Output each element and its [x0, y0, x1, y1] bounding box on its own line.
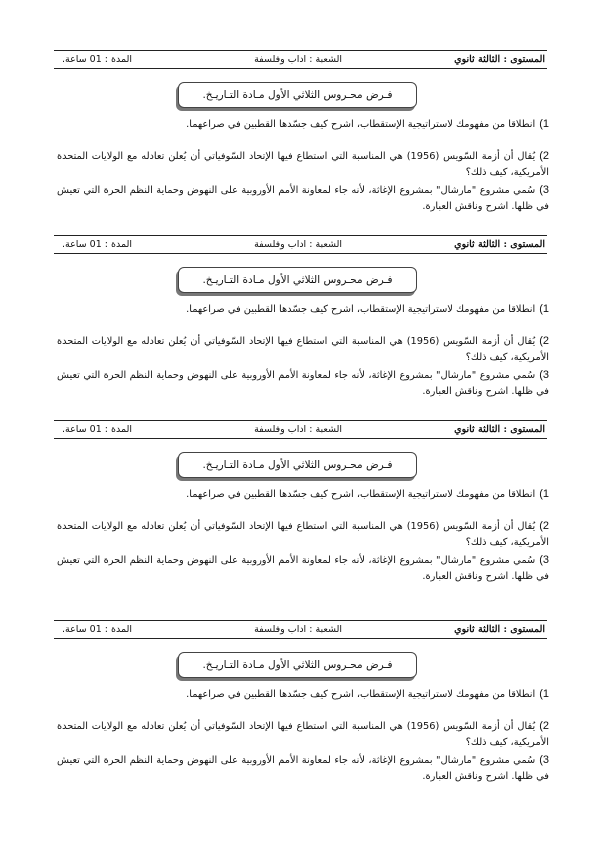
question-3 [57, 367, 549, 400]
header-bottom-rule [54, 68, 547, 69]
question-number: 2) [539, 150, 549, 162]
question-text: يُقال أن أزمة السّويس (1956) هي المناسبة التي استطاع فيها الإتحاد السّوفياتي أن يُعلن تعادله مع الولايات المتحدة الأمريكية، كيف ذلك؟ [57, 721, 549, 748]
question-text: انطلاقا من مفهومك لاستراتيجية الإستقطاب، اشرح كيف جسّدها القطبين في صراعهما. [186, 119, 536, 130]
exam-copy-1 [0, 50, 595, 235]
question-2 [57, 518, 549, 551]
duration-label: المدة : 01 ساعة. [62, 54, 132, 65]
question-text: يُقال أن أزمة السّويس (1956) هي المناسبة التي استطاع فيها الإتحاد السّوفياتي أن يُعلن تعادله مع الولايات المتحدة الأمريكية، كيف ذلك؟ [57, 336, 549, 363]
question-2 [57, 148, 549, 181]
question-number: 1) [539, 488, 549, 500]
question-1 [57, 686, 549, 703]
header-bottom-rule [54, 638, 547, 639]
question-text: انطلاقا من مفهومك لاستراتيجية الإستقطاب، اشرح كيف جسّدها القطبين في صراعهما. [186, 489, 536, 500]
question-number: 3) [539, 754, 549, 766]
question-number: 3) [539, 369, 549, 381]
question-number: 2) [539, 520, 549, 532]
question-number: 1) [539, 303, 549, 315]
branch-label: الشعبة : اداب وفلسفة [254, 424, 342, 435]
exam-title: فـرض محـروس الثلاثي الأول مـادة التـاريـخ. [178, 82, 417, 108]
question-text: انطلاقا من مفهومك لاستراتيجية الإستقطاب، اشرح كيف جسّدها القطبين في صراعهما. [186, 304, 536, 315]
exam-title: فـرض محـروس الثلاثي الأول مـادة التـاريـخ. [178, 652, 417, 678]
level-label: المستوى : الثالثة ثانوي [454, 54, 545, 65]
exam-header [54, 621, 547, 638]
header-bottom-rule [54, 253, 547, 254]
duration-label: المدة : 01 ساعة. [62, 624, 132, 635]
exam-header [54, 236, 547, 253]
exam-copy-4 [0, 620, 595, 805]
exam-title: فـرض محـروس الثلاثي الأول مـادة التـاريـخ. [178, 452, 417, 478]
question-text: سُمي مشروع "مارشال" بمشروع الإغاثة، لأنه جاء لمعاونة الأمم الأوروبية على النهوض وحماية النظم الحرة التي تعيش في ظلها. اشرح وناقش العبارة. [57, 185, 549, 212]
exam-header [54, 421, 547, 438]
question-2 [57, 718, 549, 751]
exam-copy-2 [0, 235, 595, 420]
exam-title: فـرض محـروس الثلاثي الأول مـادة التـاريـخ. [178, 267, 417, 293]
question-2 [57, 333, 549, 366]
question-text: انطلاقا من مفهومك لاستراتيجية الإستقطاب، اشرح كيف جسّدها القطبين في صراعهما. [186, 689, 536, 700]
exam-copy-3 [0, 420, 595, 605]
question-number: 2) [539, 335, 549, 347]
duration-label: المدة : 01 ساعة. [62, 239, 132, 250]
branch-label: الشعبة : اداب وفلسفة [254, 624, 342, 635]
branch-label: الشعبة : اداب وفلسفة [254, 239, 342, 250]
duration-label: المدة : 01 ساعة. [62, 424, 132, 435]
question-text: سُمي مشروع "مارشال" بمشروع الإغاثة، لأنه جاء لمعاونة الأمم الأوروبية على النهوض وحماية النظم الحرة التي تعيش في ظلها. اشرح وناقش العبارة. [57, 755, 549, 782]
question-text: سُمي مشروع "مارشال" بمشروع الإغاثة، لأنه جاء لمعاونة الأمم الأوروبية على النهوض وحماية النظم الحرة التي تعيش في ظلها. اشرح وناقش العبارة. [57, 370, 549, 397]
question-text: يُقال أن أزمة السّويس (1956) هي المناسبة التي استطاع فيها الإتحاد السّوفياتي أن يُعلن تعادله مع الولايات المتحدة الأمريكية، كيف ذلك؟ [57, 521, 549, 548]
question-number: 2) [539, 720, 549, 732]
question-1 [57, 301, 549, 318]
question-number: 3) [539, 554, 549, 566]
level-label: المستوى : الثالثة ثانوي [454, 624, 545, 635]
level-label: المستوى : الثالثة ثانوي [454, 239, 545, 250]
question-3 [57, 752, 549, 785]
question-number: 1) [539, 688, 549, 700]
question-1 [57, 116, 549, 133]
question-text: سُمي مشروع "مارشال" بمشروع الإغاثة، لأنه جاء لمعاونة الأمم الأوروبية على النهوض وحماية النظم الحرة التي تعيش في ظلها. اشرح وناقش العبارة. [57, 555, 549, 582]
question-text: يُقال أن أزمة السّويس (1956) هي المناسبة التي استطاع فيها الإتحاد السّوفياتي أن يُعلن تعادله مع الولايات المتحدة الأمريكية، كيف ذلك؟ [57, 151, 549, 178]
level-label: المستوى : الثالثة ثانوي [454, 424, 545, 435]
question-3 [57, 552, 549, 585]
question-number: 3) [539, 184, 549, 196]
question-1 [57, 486, 549, 503]
question-number: 1) [539, 118, 549, 130]
question-3 [57, 182, 549, 215]
header-bottom-rule [54, 438, 547, 439]
branch-label: الشعبة : اداب وفلسفة [254, 54, 342, 65]
exam-header [54, 51, 547, 68]
